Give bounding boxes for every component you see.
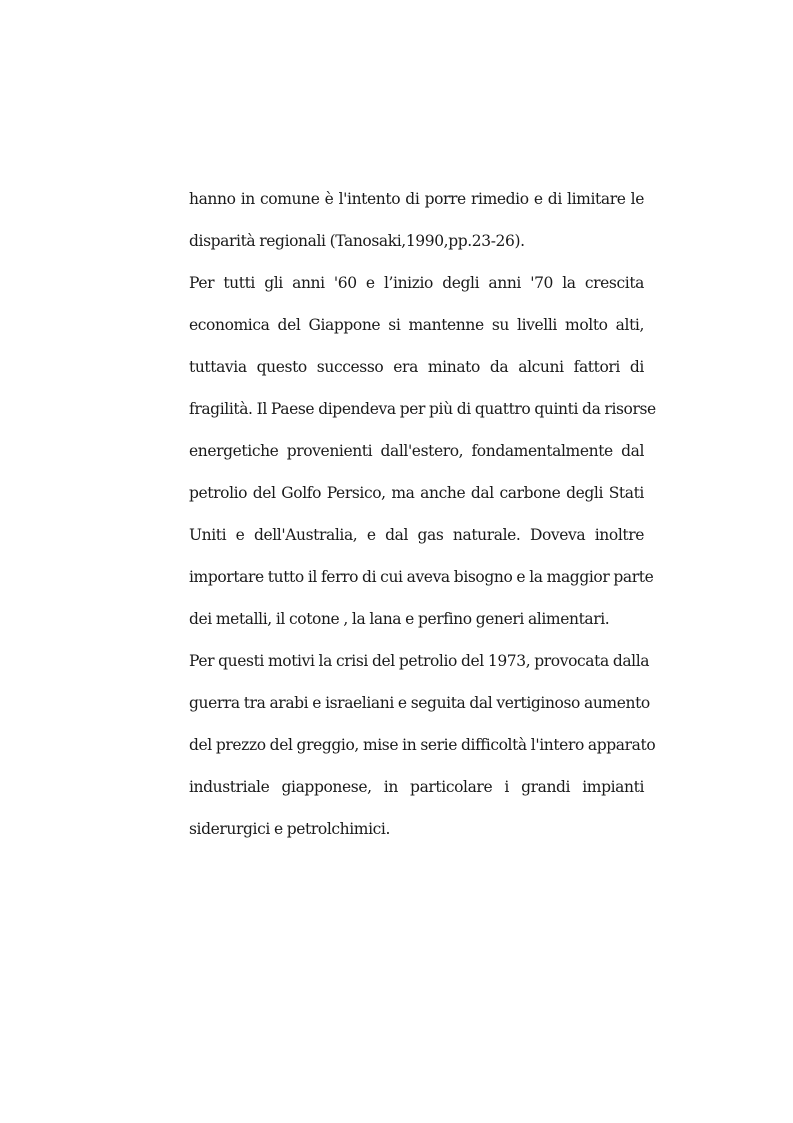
text-line: siderurgici e petrolchimici. <box>189 820 391 838</box>
text-line: dei metalli, il cotone , la lana e perfino generi alimentari. <box>189 610 610 628</box>
text-line: tuttavia questo successo era minato da alcuni fattori di <box>189 358 644 376</box>
text-line: energetiche provenienti dall'estero, fondamentalmente dal <box>189 442 644 460</box>
text-line: Uniti e dell'Australia, e dal gas naturale. Doveva inoltre <box>189 526 644 544</box>
text-line: Per questi motivi la crisi del petrolio del 1973, provocata dalla <box>189 652 650 670</box>
text-line: Per tutti gli anni '60 e l’inizio degli anni '70 la crescita <box>189 274 644 292</box>
text-line: hanno in comune è l'intento di porre rimedio e di limitare le <box>189 190 644 208</box>
text-line: guerra tra arabi e israeliani e seguita dal vertiginoso aumento <box>189 694 650 712</box>
text-line: disparità regionali (Tanosaki,1990,pp.23-26). <box>189 232 525 250</box>
text-line: petrolio del Golfo Persico, ma anche dal carbone degli Stati <box>189 484 644 502</box>
text-line: economica del Giappone si mantenne su livelli molto alti, <box>189 316 644 334</box>
text-line: importare tutto il ferro di cui aveva bisogno e la maggior parte <box>189 568 654 586</box>
text-line: fragilità. Il Paese dipendeva per più di quattro quinti da risorse <box>189 400 656 418</box>
text-line: industriale giapponese, in particolare i grandi impianti <box>189 778 644 796</box>
text-line: del prezzo del greggio, mise in serie difficoltà l'intero apparato <box>189 736 656 754</box>
body-text <box>189 183 656 855</box>
